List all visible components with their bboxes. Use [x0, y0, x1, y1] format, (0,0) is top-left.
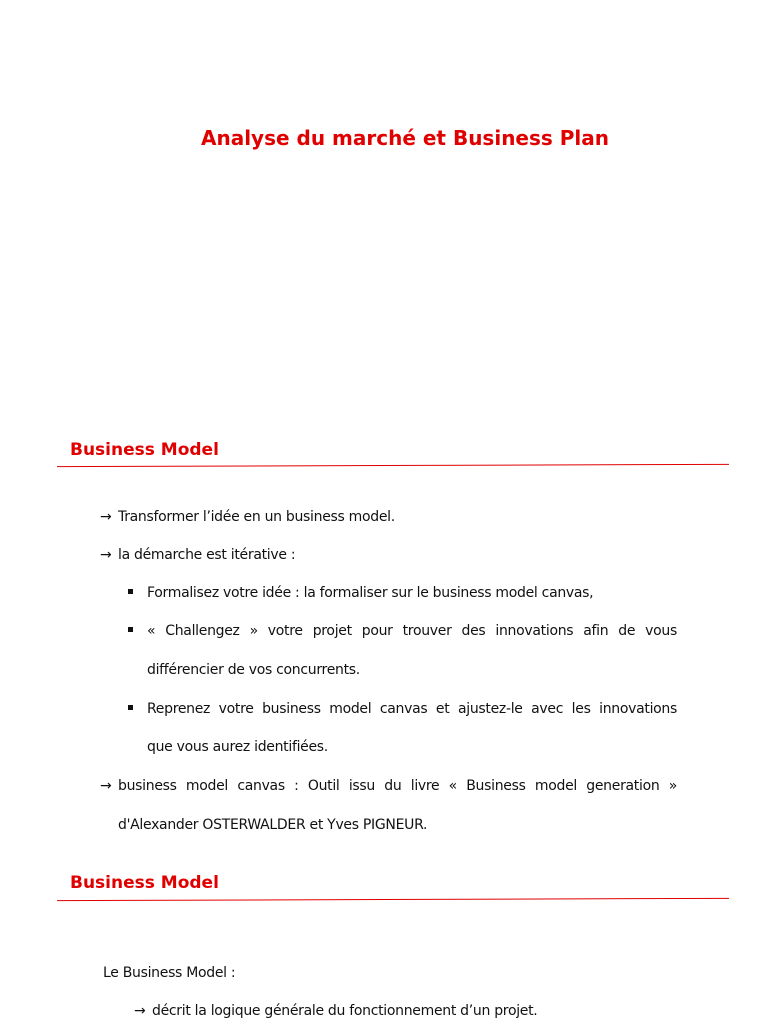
- arrow-icon: →: [100, 547, 112, 563]
- section-divider: [57, 898, 729, 901]
- arrow-icon: →: [100, 509, 112, 525]
- document-title: Analyse du marché et Business Plan: [200, 126, 610, 150]
- section-divider: [57, 464, 729, 467]
- section-heading: Business Model: [70, 440, 219, 460]
- arrow-item-text: business model canvas : Outil issu du livre « Business model generation »: [118, 778, 677, 794]
- bullet-item-text: « Challengez » votre projet pour trouver des innovations afin de vous: [147, 623, 677, 639]
- bullet-icon: [128, 705, 133, 710]
- arrow-item-text: Transformer l’idée en un business model.: [118, 509, 395, 525]
- bullet-item-text: Formalisez votre idée : la formaliser sur le business model canvas,: [147, 585, 594, 601]
- arrow-item-text: décrit la logique générale du fonctionnement d’un projet.: [152, 1003, 538, 1019]
- bullet-item-text: Reprenez votre business model canvas et ajustez-le avec les innovations: [147, 701, 677, 717]
- arrow-icon: →: [100, 778, 112, 794]
- arrow-item: [100, 507, 395, 527]
- section-heading: Business Model: [70, 873, 219, 893]
- intro-text: Le Business Model :: [103, 965, 236, 981]
- arrow-item: [100, 545, 295, 565]
- bullet-item-continuation: que vous aurez identifiées.: [147, 739, 328, 755]
- arrow-item-continuation: d'Alexander OSTERWALDER et Yves PIGNEUR.: [118, 817, 428, 833]
- bullet-icon: [128, 589, 133, 594]
- arrow-item-text: la démarche est itérative :: [118, 547, 296, 563]
- arrow-item: [134, 1001, 537, 1021]
- arrow-icon: →: [134, 1003, 146, 1019]
- bullet-icon: [128, 627, 133, 632]
- bullet-item-continuation: différencier de vos concurrents.: [147, 662, 360, 678]
